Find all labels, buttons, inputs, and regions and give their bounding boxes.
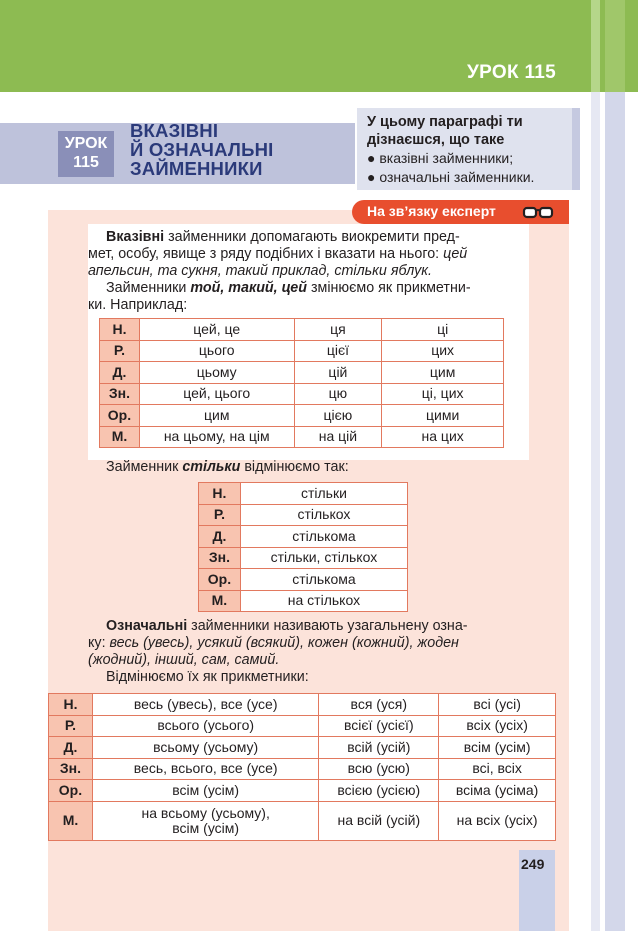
top-stripe xyxy=(605,0,625,92)
table-cell: всі (усі) xyxy=(439,694,556,716)
examples: весь (увесь), усякий (всякий), кожен (кожний), жоден xyxy=(109,635,459,651)
case-label: Н. xyxy=(100,319,140,341)
lesson-badge-label: УРОК xyxy=(64,135,108,152)
paragraph-definitive-line xyxy=(88,635,459,652)
case-label: Н. xyxy=(49,694,93,716)
table-cell: ця xyxy=(294,319,382,341)
table-cell: цього xyxy=(139,340,294,362)
table-cell: цим xyxy=(139,405,294,427)
table-row xyxy=(49,715,556,737)
declension-table-tsey xyxy=(99,318,504,448)
info-box-item: ● вказівні займенники; xyxy=(367,150,514,166)
table-cell: стількома xyxy=(240,569,407,591)
table-row xyxy=(199,590,408,612)
table-cell: цей, цього xyxy=(139,383,294,405)
examples-line: (жодний), інший, сам, самий. xyxy=(88,652,280,668)
text: ку: xyxy=(88,635,110,651)
table-cell: весь, всього, все (усе) xyxy=(92,758,318,780)
case-label: Ор. xyxy=(49,780,93,802)
table-cell: стільки, стількох xyxy=(240,547,407,569)
table-cell: всього (усього) xyxy=(92,715,318,737)
paragraph-definitive-note: Відмінюємо їх як прикметники: xyxy=(106,669,309,685)
case-label: Р. xyxy=(49,715,93,737)
table-cell: стількома xyxy=(240,526,407,548)
declension-table-ves xyxy=(48,693,556,841)
table-cell: весь (увесь), все (усе) xyxy=(92,694,318,716)
running-header-lesson: УРОК 115 xyxy=(467,62,556,83)
table-cell: на цьому, на цім xyxy=(139,426,294,448)
table-cell: всією (усією) xyxy=(319,780,439,802)
table-cell: всім (усім) xyxy=(439,737,556,759)
case-label: Зн. xyxy=(199,547,241,569)
text: мет, особу, явище з ряду подібних і вказати на нього: xyxy=(88,246,444,262)
table-cell: всі, всіх xyxy=(439,758,556,780)
table-cell: на всьому (усьому), всім (усім) xyxy=(92,801,318,840)
table-row xyxy=(49,694,556,716)
text: змінюємо як прикметни- xyxy=(306,280,471,296)
case-label: Ор. xyxy=(100,405,140,427)
lesson-badge xyxy=(58,131,114,177)
table-row xyxy=(199,547,408,569)
table-row xyxy=(49,758,556,780)
case-label: Д. xyxy=(199,526,241,548)
table-row xyxy=(100,340,504,362)
case-label: М. xyxy=(100,426,140,448)
table-cell: на всіх (усіх) xyxy=(439,801,556,840)
table-cell: цій xyxy=(294,362,382,384)
paragraph-declension-note xyxy=(106,280,471,297)
table-row xyxy=(100,405,504,427)
table-cell: цією xyxy=(294,405,382,427)
paragraph-stilky xyxy=(106,459,349,476)
text: займенники допомагають виокремити пред- xyxy=(164,229,460,245)
lesson-title: ВКАЗІВНІ Й ОЗНАЧАЛЬНІ ЗАЙМЕННИКИ xyxy=(130,120,274,179)
side-stripe xyxy=(591,92,600,931)
table-row xyxy=(100,362,504,384)
paragraph-demonstrative xyxy=(106,229,460,246)
table-cell: всім (усім) xyxy=(92,780,318,802)
paragraph-definitive xyxy=(106,618,468,635)
paragraph-declension-line: ки. Наприклад: xyxy=(88,297,188,313)
info-box-item: ● означальні займенники. xyxy=(367,169,535,185)
case-label: Н. xyxy=(199,483,241,505)
table-cell: ці, цих xyxy=(382,383,504,405)
table-cell: цих xyxy=(382,340,504,362)
text: Займенники xyxy=(106,280,191,296)
table-row xyxy=(199,504,408,526)
top-stripe xyxy=(591,0,600,92)
table-cell: цими xyxy=(382,405,504,427)
table-row xyxy=(49,780,556,802)
table-cell: всіма (усіма) xyxy=(439,780,556,802)
table-cell: на цих xyxy=(382,426,504,448)
table-cell: стільки xyxy=(240,483,407,505)
case-label: Зн. xyxy=(100,383,140,405)
table-cell: всіх (усіх) xyxy=(439,715,556,737)
table-cell: цієї xyxy=(294,340,382,362)
examples-line: апельсин, та сукня, такий приклад, стільки яблук. xyxy=(88,263,432,279)
table-row xyxy=(100,383,504,405)
case-label: Р. xyxy=(100,340,140,362)
table-row xyxy=(199,569,408,591)
glasses-icon xyxy=(520,200,556,224)
table-cell: вся (уся) xyxy=(319,694,439,716)
table-cell: ці xyxy=(382,319,504,341)
text: відмінюємо так: xyxy=(240,459,349,475)
case-label: Зн. xyxy=(49,758,93,780)
term-definitive: Означальні xyxy=(106,618,188,634)
table-cell: цьому xyxy=(139,362,294,384)
table-row xyxy=(49,737,556,759)
expert-tab-label: На зв’язку експерт xyxy=(367,203,496,219)
table-cell: цим xyxy=(382,362,504,384)
pronoun: стільки xyxy=(182,459,241,475)
pronoun-list: той, такий, цей xyxy=(190,280,307,296)
case-label: М. xyxy=(199,590,241,612)
case-label: М. xyxy=(49,801,93,840)
table-row xyxy=(100,319,504,341)
case-label: Ор. xyxy=(199,569,241,591)
text: займенники називають узагальнену озна- xyxy=(187,618,468,634)
table-cell: на стількох xyxy=(240,590,407,612)
lesson-badge-number: 115 xyxy=(73,154,99,171)
table-cell: цю xyxy=(294,383,382,405)
side-stripe xyxy=(605,92,625,931)
case-label: Д. xyxy=(100,362,140,384)
case-label: Р. xyxy=(199,504,241,526)
text: Займенник xyxy=(106,459,183,475)
declension-table-stilky xyxy=(198,482,408,612)
example: цей xyxy=(443,246,468,262)
table-cell: всій (усій) xyxy=(319,737,439,759)
case-label: Д. xyxy=(49,737,93,759)
table-cell: стількох xyxy=(240,504,407,526)
table-cell: на цій xyxy=(294,426,382,448)
info-box-title: У цьому параграфі ти дізнаєшся, що таке xyxy=(367,114,523,148)
table-cell: всю (усю) xyxy=(319,758,439,780)
page-number: 249 xyxy=(521,856,545,872)
table-cell: на всій (усій) xyxy=(319,801,439,840)
table-row xyxy=(199,526,408,548)
table-cell: цей, це xyxy=(139,319,294,341)
term-demonstrative: Вказівні xyxy=(106,229,165,245)
table-row xyxy=(199,483,408,505)
table-row xyxy=(100,426,504,448)
table-cell: всієї (усієї) xyxy=(319,715,439,737)
table-row xyxy=(49,801,556,840)
paragraph-demonstrative-line xyxy=(88,246,467,263)
table-cell: всьому (усьому) xyxy=(92,737,318,759)
